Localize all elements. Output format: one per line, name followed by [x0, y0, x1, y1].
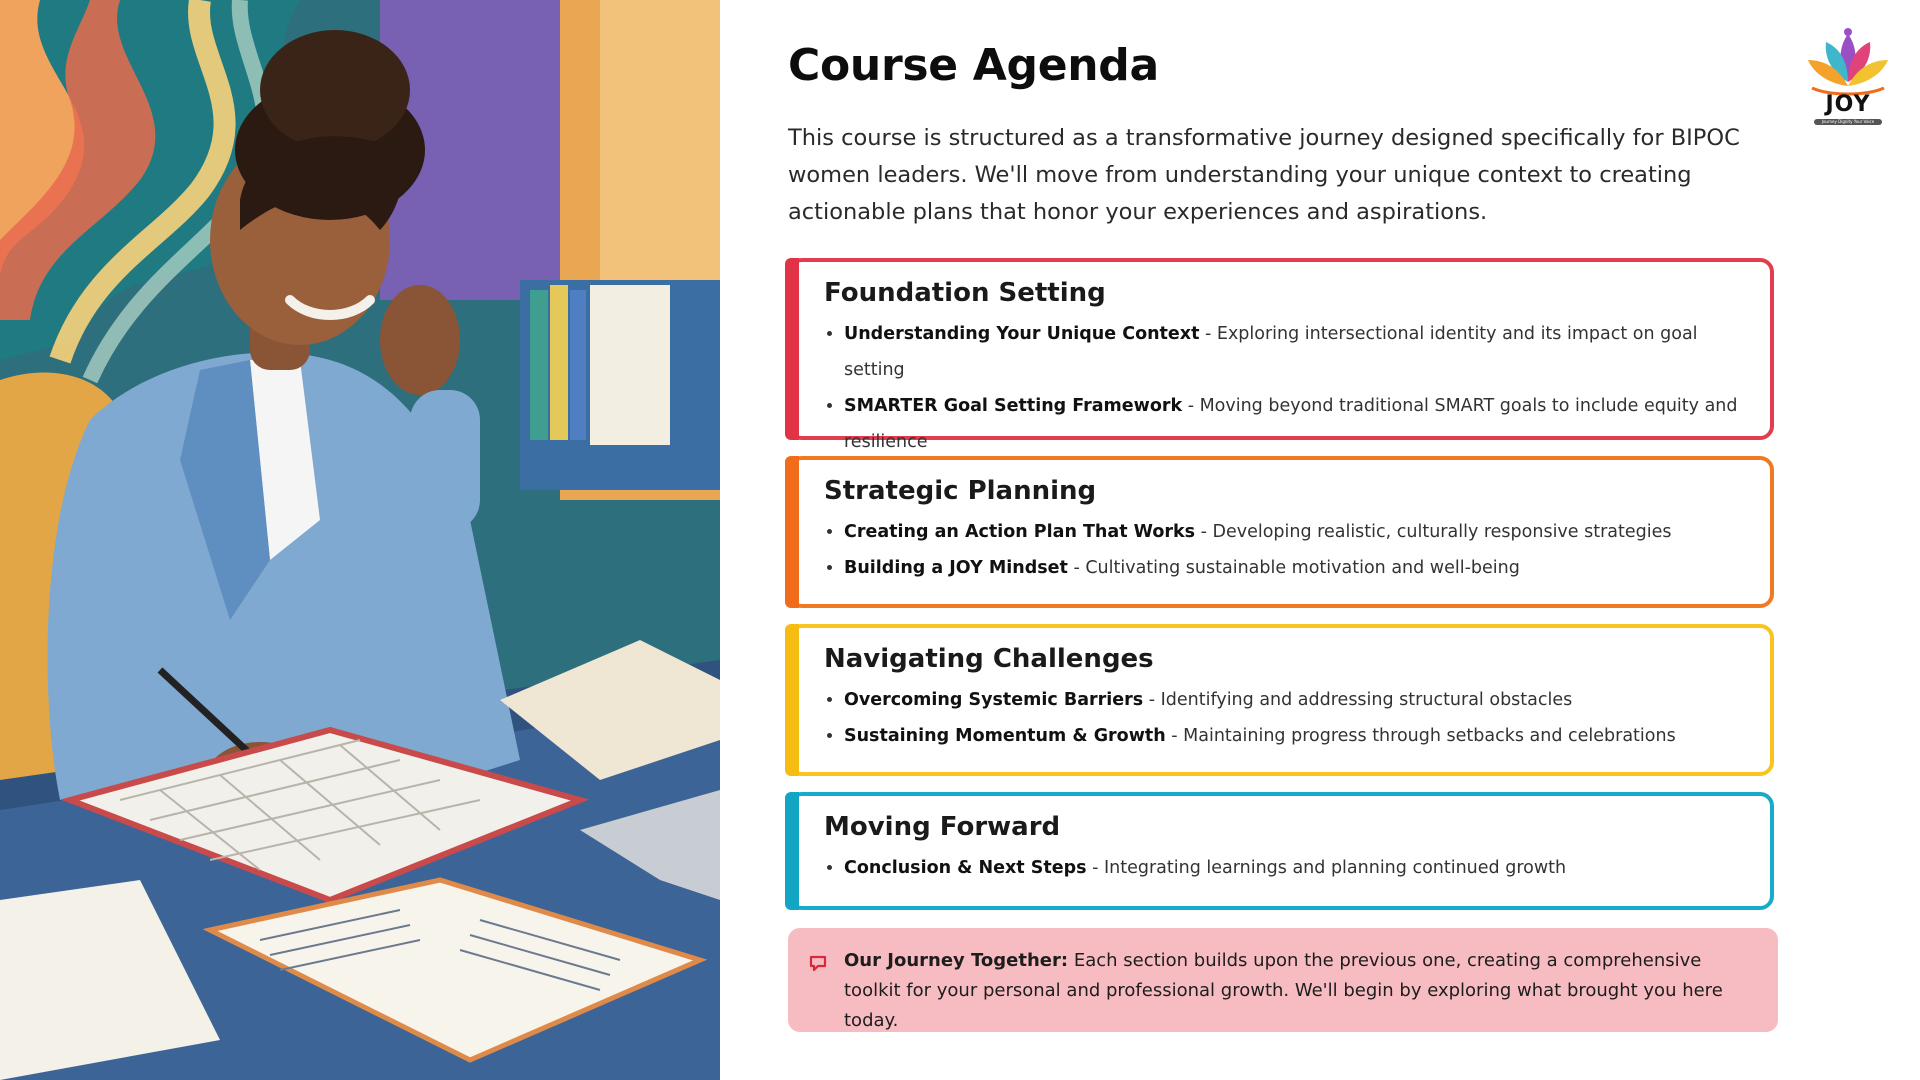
- item-title: Creating an Action Plan That Works: [844, 522, 1196, 542]
- list-item: [844, 850, 1740, 886]
- item-description: - Developing realistic, culturally responsive strategies: [1195, 522, 1672, 542]
- item-description: - Identifying and addressing structural obstacles: [1143, 690, 1573, 710]
- item-title: Building a JOY Mindset: [844, 558, 1068, 578]
- item-description: - Moving beyond traditional SMART goals to include equity and resilience: [844, 396, 1738, 452]
- section-item-list: [824, 514, 1740, 586]
- section-heading: Moving Forward: [824, 812, 1061, 842]
- note-text: Each section builds upon the previous one, creating a comprehensive toolkit for your personal and professional growth. We'll begin by exploring what brought you here today.: [844, 950, 1723, 1031]
- list-item: [844, 682, 1740, 718]
- item-title: Overcoming Systemic Barriers: [844, 690, 1144, 710]
- item-title: SMARTER Goal Setting Framework: [844, 396, 1183, 416]
- section-heading: Strategic Planning: [824, 476, 1097, 506]
- list-item: [844, 388, 1740, 460]
- item-title: Sustaining Momentum & Growth: [844, 726, 1166, 746]
- joy-logo: [1800, 26, 1896, 130]
- quote-icon: [808, 954, 828, 974]
- list-item: [844, 316, 1740, 388]
- section-heading: Foundation Setting: [824, 278, 1106, 308]
- section-item-list: [824, 850, 1740, 886]
- section-item-list: [824, 316, 1740, 460]
- list-item: [844, 718, 1740, 754]
- section-card-foundation-setting: [788, 258, 1774, 452]
- section-card-navigating-challenges: [788, 624, 1774, 776]
- list-item: [844, 550, 1740, 586]
- page-title: Course Agenda: [788, 40, 1159, 91]
- note-label: Our Journey Together:: [844, 950, 1069, 971]
- item-description: - Exploring intersectional identity and its impact on goal setting: [844, 324, 1698, 380]
- item-description: - Integrating learnings and planning continued growth: [1086, 858, 1567, 878]
- section-card-moving-forward: [788, 792, 1774, 910]
- logo-wordmark: JOY: [1825, 92, 1871, 117]
- item-description: - Maintaining progress through setbacks and celebrations: [1165, 726, 1676, 746]
- list-item: [844, 514, 1740, 550]
- lotus-icon: [1800, 26, 1896, 96]
- hero-illustration: [0, 0, 720, 1080]
- item-description: - Cultivating sustainable motivation and well-being: [1067, 558, 1520, 578]
- section-heading: Navigating Challenges: [824, 644, 1154, 674]
- section-card-strategic-planning: [788, 456, 1774, 608]
- item-title: Understanding Your Unique Context: [844, 324, 1200, 344]
- item-title: Conclusion & Next Steps: [844, 858, 1087, 878]
- journey-note: [788, 928, 1778, 1032]
- section-item-list: [824, 682, 1740, 754]
- logo-tagline: Journey Dignity Your Voice: [1814, 119, 1882, 125]
- intro-paragraph: This course is structured as a transformative journey designed specifically for BIPOC women leaders. We'll move from understanding your unique context to creating actionable plans that honor your experiences and aspirations.: [788, 125, 1740, 225]
